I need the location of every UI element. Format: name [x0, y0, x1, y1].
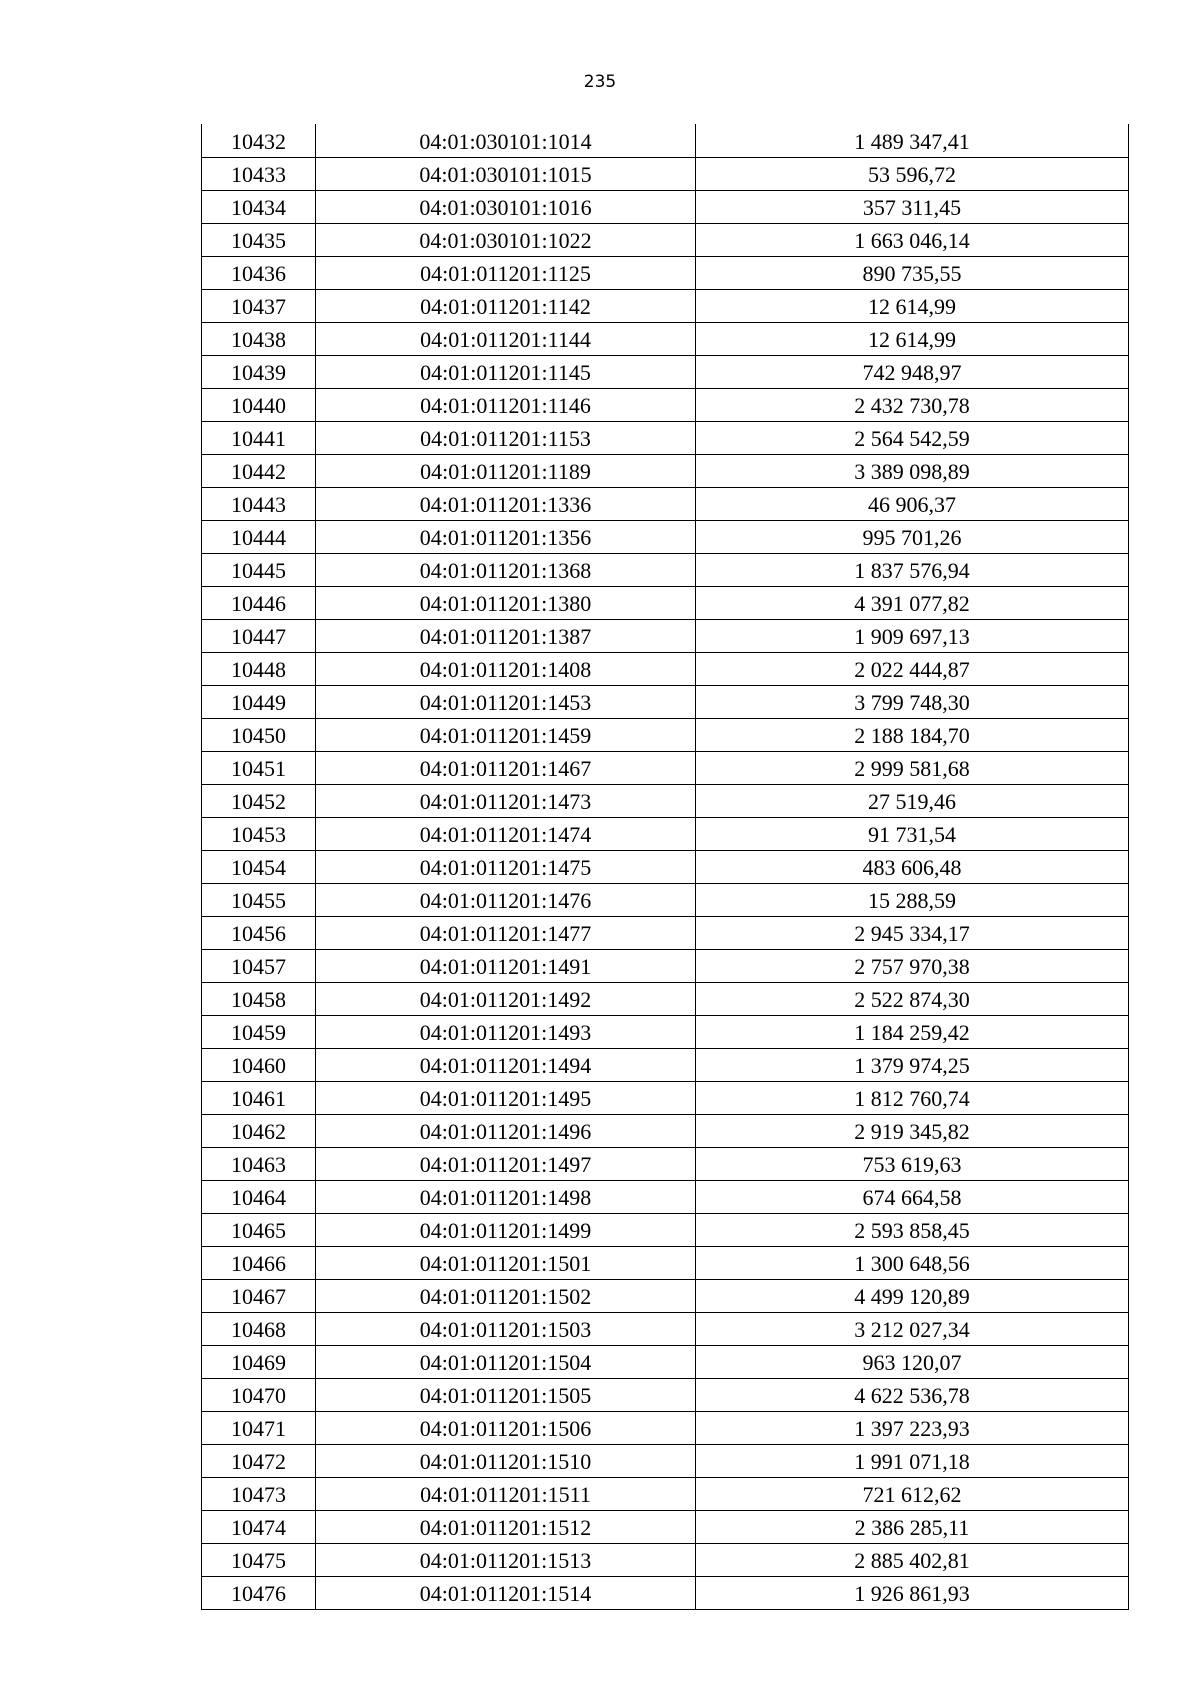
row-number-cell: 10476	[201, 1577, 315, 1609]
cadastral-number-cell: 04:01:030101:1022	[315, 224, 695, 256]
cadastral-value-cell: 46 906,37	[695, 488, 1129, 520]
cadastral-value-cell: 4 622 536,78	[695, 1379, 1129, 1411]
table-row	[201, 553, 1129, 586]
cadastral-value-cell: 2 885 402,81	[695, 1544, 1129, 1576]
table-row	[201, 1312, 1129, 1345]
table-row	[201, 124, 1129, 157]
table-row	[201, 784, 1129, 817]
row-number-cell: 10440	[201, 389, 315, 421]
cadastral-number-cell: 04:01:011201:1493	[315, 1016, 695, 1048]
cadastral-number-cell: 04:01:011201:1497	[315, 1148, 695, 1180]
table-row	[201, 1114, 1129, 1147]
cadastral-number-cell: 04:01:011201:1501	[315, 1247, 695, 1279]
table-row	[201, 223, 1129, 256]
cadastral-value-cell: 2 593 858,45	[695, 1214, 1129, 1246]
cadastral-number-cell: 04:01:030101:1014	[315, 124, 695, 157]
table-row	[201, 817, 1129, 850]
cadastral-value-cell: 742 948,97	[695, 356, 1129, 388]
cadastral-value-cell: 890 735,55	[695, 257, 1129, 289]
cadastral-number-cell: 04:01:011201:1503	[315, 1313, 695, 1345]
table-row	[201, 949, 1129, 982]
cadastral-number-cell: 04:01:011201:1142	[315, 290, 695, 322]
table-row	[201, 916, 1129, 949]
row-number-cell: 10473	[201, 1478, 315, 1510]
cadastral-number-cell: 04:01:011201:1336	[315, 488, 695, 520]
table-row	[201, 1180, 1129, 1213]
cadastral-value-cell: 53 596,72	[695, 158, 1129, 190]
table-row	[201, 355, 1129, 388]
row-number-cell: 10450	[201, 719, 315, 751]
cadastral-number-cell: 04:01:011201:1492	[315, 983, 695, 1015]
cadastral-value-cell: 27 519,46	[695, 785, 1129, 817]
row-number-cell: 10442	[201, 455, 315, 487]
row-number-cell: 10454	[201, 851, 315, 883]
cadastral-value-cell: 2 757 970,38	[695, 950, 1129, 982]
cadastral-value-cell: 2 386 285,11	[695, 1511, 1129, 1543]
cadastral-value-cell: 2 432 730,78	[695, 389, 1129, 421]
row-number-cell: 10468	[201, 1313, 315, 1345]
row-number-cell: 10465	[201, 1214, 315, 1246]
cadastral-value-cell: 1 926 861,93	[695, 1577, 1129, 1609]
cadastral-value-cell: 1 812 760,74	[695, 1082, 1129, 1114]
cadastral-value-table	[201, 124, 1129, 1610]
cadastral-number-cell: 04:01:011201:1408	[315, 653, 695, 685]
row-number-cell: 10456	[201, 917, 315, 949]
table-row	[201, 487, 1129, 520]
row-number-cell: 10432	[201, 124, 315, 157]
cadastral-value-cell: 3 799 748,30	[695, 686, 1129, 718]
cadastral-value-cell: 1 663 046,14	[695, 224, 1129, 256]
table-row	[201, 322, 1129, 355]
table-row	[201, 1345, 1129, 1378]
page-number: 235	[583, 72, 617, 92]
cadastral-number-cell: 04:01:011201:1368	[315, 554, 695, 586]
cadastral-value-cell: 3 212 027,34	[695, 1313, 1129, 1345]
cadastral-number-cell: 04:01:011201:1475	[315, 851, 695, 883]
cadastral-value-cell: 4 499 120,89	[695, 1280, 1129, 1312]
cadastral-value-cell: 963 120,07	[695, 1346, 1129, 1378]
row-number-cell: 10474	[201, 1511, 315, 1543]
cadastral-number-cell: 04:01:011201:1467	[315, 752, 695, 784]
cadastral-number-cell: 04:01:011201:1477	[315, 917, 695, 949]
table-row	[201, 421, 1129, 454]
cadastral-number-cell: 04:01:011201:1496	[315, 1115, 695, 1147]
cadastral-value-cell: 2 919 345,82	[695, 1115, 1129, 1147]
table-row	[201, 751, 1129, 784]
cadastral-number-cell: 04:01:011201:1506	[315, 1412, 695, 1444]
table-row	[201, 850, 1129, 883]
cadastral-value-cell: 1 397 223,93	[695, 1412, 1129, 1444]
table-row	[201, 1411, 1129, 1444]
row-number-cell: 10471	[201, 1412, 315, 1444]
cadastral-number-cell: 04:01:011201:1498	[315, 1181, 695, 1213]
cadastral-number-cell: 04:01:011201:1356	[315, 521, 695, 553]
cadastral-value-cell: 2 188 184,70	[695, 719, 1129, 751]
cadastral-number-cell: 04:01:011201:1459	[315, 719, 695, 751]
cadastral-number-cell: 04:01:011201:1495	[315, 1082, 695, 1114]
table-row	[201, 685, 1129, 718]
cadastral-number-cell: 04:01:011201:1499	[315, 1214, 695, 1246]
table-row	[201, 454, 1129, 487]
table-row	[201, 256, 1129, 289]
row-number-cell: 10437	[201, 290, 315, 322]
row-number-cell: 10448	[201, 653, 315, 685]
row-number-cell: 10457	[201, 950, 315, 982]
table-row	[201, 1147, 1129, 1180]
row-number-cell: 10466	[201, 1247, 315, 1279]
table-row	[201, 190, 1129, 223]
table-row	[201, 1081, 1129, 1114]
cadastral-number-cell: 04:01:011201:1387	[315, 620, 695, 652]
table-row	[201, 1279, 1129, 1312]
row-number-cell: 10459	[201, 1016, 315, 1048]
row-number-cell: 10436	[201, 257, 315, 289]
cadastral-value-cell: 674 664,58	[695, 1181, 1129, 1213]
row-number-cell: 10444	[201, 521, 315, 553]
cadastral-number-cell: 04:01:011201:1514	[315, 1577, 695, 1609]
row-number-cell: 10443	[201, 488, 315, 520]
cadastral-value-cell: 483 606,48	[695, 851, 1129, 883]
row-number-cell: 10434	[201, 191, 315, 223]
table-row	[201, 652, 1129, 685]
cadastral-value-cell: 2 564 542,59	[695, 422, 1129, 454]
cadastral-number-cell: 04:01:011201:1494	[315, 1049, 695, 1081]
row-number-cell: 10453	[201, 818, 315, 850]
row-number-cell: 10449	[201, 686, 315, 718]
cadastral-number-cell: 04:01:011201:1189	[315, 455, 695, 487]
row-number-cell: 10467	[201, 1280, 315, 1312]
cadastral-value-cell: 1 184 259,42	[695, 1016, 1129, 1048]
row-number-cell: 10452	[201, 785, 315, 817]
cadastral-number-cell: 04:01:030101:1015	[315, 158, 695, 190]
cadastral-number-cell: 04:01:011201:1505	[315, 1379, 695, 1411]
cadastral-number-cell: 04:01:011201:1153	[315, 422, 695, 454]
table-row	[201, 1048, 1129, 1081]
cadastral-number-cell: 04:01:011201:1502	[315, 1280, 695, 1312]
cadastral-number-cell: 04:01:011201:1513	[315, 1544, 695, 1576]
row-number-cell: 10472	[201, 1445, 315, 1477]
cadastral-value-cell: 4 391 077,82	[695, 587, 1129, 619]
table-row	[201, 982, 1129, 1015]
table-row	[201, 1477, 1129, 1510]
table-row	[201, 388, 1129, 421]
cadastral-number-cell: 04:01:011201:1476	[315, 884, 695, 916]
cadastral-number-cell: 04:01:011201:1473	[315, 785, 695, 817]
cadastral-number-cell: 04:01:011201:1145	[315, 356, 695, 388]
table-row	[201, 1510, 1129, 1543]
row-number-cell: 10460	[201, 1049, 315, 1081]
table-row	[201, 1576, 1129, 1609]
cadastral-value-cell: 721 612,62	[695, 1478, 1129, 1510]
cadastral-number-cell: 04:01:011201:1380	[315, 587, 695, 619]
cadastral-value-cell: 2 022 444,87	[695, 653, 1129, 685]
table-row	[201, 520, 1129, 553]
row-number-cell: 10435	[201, 224, 315, 256]
row-number-cell: 10464	[201, 1181, 315, 1213]
row-number-cell: 10445	[201, 554, 315, 586]
cadastral-number-cell: 04:01:011201:1510	[315, 1445, 695, 1477]
cadastral-number-cell: 04:01:030101:1016	[315, 191, 695, 223]
row-number-cell: 10433	[201, 158, 315, 190]
table-row	[201, 1015, 1129, 1048]
row-number-cell: 10438	[201, 323, 315, 355]
cadastral-number-cell: 04:01:011201:1491	[315, 950, 695, 982]
cadastral-value-cell: 91 731,54	[695, 818, 1129, 850]
cadastral-value-cell: 12 614,99	[695, 290, 1129, 322]
table-row	[201, 718, 1129, 751]
row-number-cell: 10441	[201, 422, 315, 454]
table-row	[201, 619, 1129, 652]
cadastral-value-cell: 1 909 697,13	[695, 620, 1129, 652]
cadastral-number-cell: 04:01:011201:1453	[315, 686, 695, 718]
cadastral-value-cell: 2 522 874,30	[695, 983, 1129, 1015]
cadastral-number-cell: 04:01:011201:1512	[315, 1511, 695, 1543]
row-number-cell: 10463	[201, 1148, 315, 1180]
table-row	[201, 1378, 1129, 1411]
table-row	[201, 157, 1129, 190]
row-number-cell: 10475	[201, 1544, 315, 1576]
table-row	[201, 1444, 1129, 1477]
table-row	[201, 883, 1129, 916]
row-number-cell: 10461	[201, 1082, 315, 1114]
cadastral-number-cell: 04:01:011201:1504	[315, 1346, 695, 1378]
table-row	[201, 586, 1129, 619]
table-row	[201, 1246, 1129, 1279]
row-number-cell: 10439	[201, 356, 315, 388]
cadastral-value-cell: 357 311,45	[695, 191, 1129, 223]
cadastral-value-cell: 3 389 098,89	[695, 455, 1129, 487]
cadastral-value-cell: 2 945 334,17	[695, 917, 1129, 949]
table-row	[201, 1543, 1129, 1576]
cadastral-value-cell: 1 837 576,94	[695, 554, 1129, 586]
cadastral-value-cell: 15 288,59	[695, 884, 1129, 916]
cadastral-value-cell: 1 991 071,18	[695, 1445, 1129, 1477]
row-number-cell: 10470	[201, 1379, 315, 1411]
cadastral-value-cell: 1 489 347,41	[695, 124, 1129, 157]
cadastral-value-cell: 995 701,26	[695, 521, 1129, 553]
cadastral-value-cell: 753 619,63	[695, 1148, 1129, 1180]
row-number-cell: 10455	[201, 884, 315, 916]
row-number-cell: 10451	[201, 752, 315, 784]
row-number-cell: 10469	[201, 1346, 315, 1378]
cadastral-value-cell: 1 379 974,25	[695, 1049, 1129, 1081]
cadastral-number-cell: 04:01:011201:1144	[315, 323, 695, 355]
cadastral-value-cell: 1 300 648,56	[695, 1247, 1129, 1279]
row-number-cell: 10447	[201, 620, 315, 652]
cadastral-number-cell: 04:01:011201:1125	[315, 257, 695, 289]
table-row	[201, 289, 1129, 322]
row-number-cell: 10458	[201, 983, 315, 1015]
cadastral-number-cell: 04:01:011201:1511	[315, 1478, 695, 1510]
row-number-cell: 10462	[201, 1115, 315, 1147]
cadastral-number-cell: 04:01:011201:1146	[315, 389, 695, 421]
row-number-cell: 10446	[201, 587, 315, 619]
cadastral-value-cell: 2 999 581,68	[695, 752, 1129, 784]
cadastral-number-cell: 04:01:011201:1474	[315, 818, 695, 850]
table-row	[201, 1213, 1129, 1246]
cadastral-value-cell: 12 614,99	[695, 323, 1129, 355]
